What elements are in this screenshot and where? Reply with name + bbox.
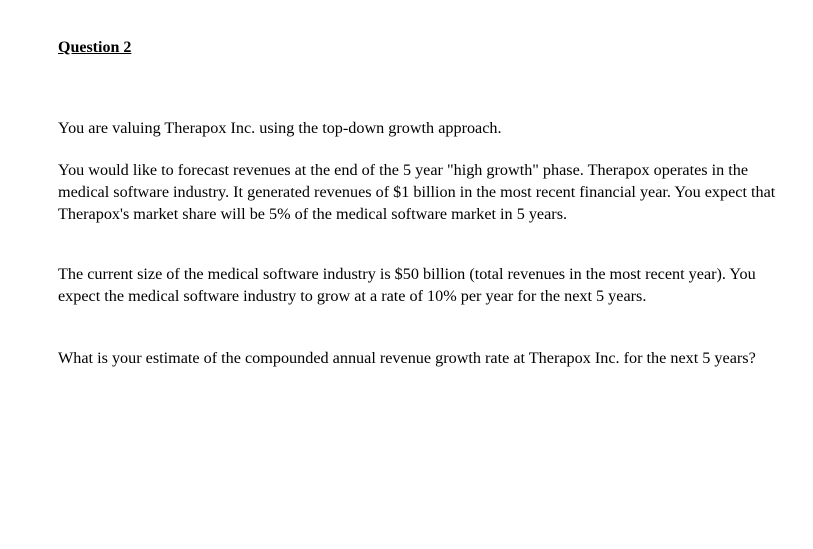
question-heading: Question 2: [58, 39, 132, 56]
paragraph-question: What is your estimate of the compounded annual revenue growth rate at Therapox Inc. for the next 5 years?: [58, 349, 756, 367]
paragraph-intro: You are valuing Therapox Inc. using the top-down growth approach.: [58, 119, 502, 137]
paragraph-forecast: You would like to forecast revenues at the end of the 5 year "high growth" phase. Therapox operates in the medical software industry. It generated revenues of $1 billion in the most recent financial year. You expect that Therapox's market share will be 5% of the medical software market in 5 years.: [58, 161, 776, 223]
paragraph-industry: The current size of the medical software industry is $50 billion (total revenues in the most recent year). You expect the medical software industry to grow at a rate of 10% per year for the next 5 years.: [58, 265, 756, 305]
